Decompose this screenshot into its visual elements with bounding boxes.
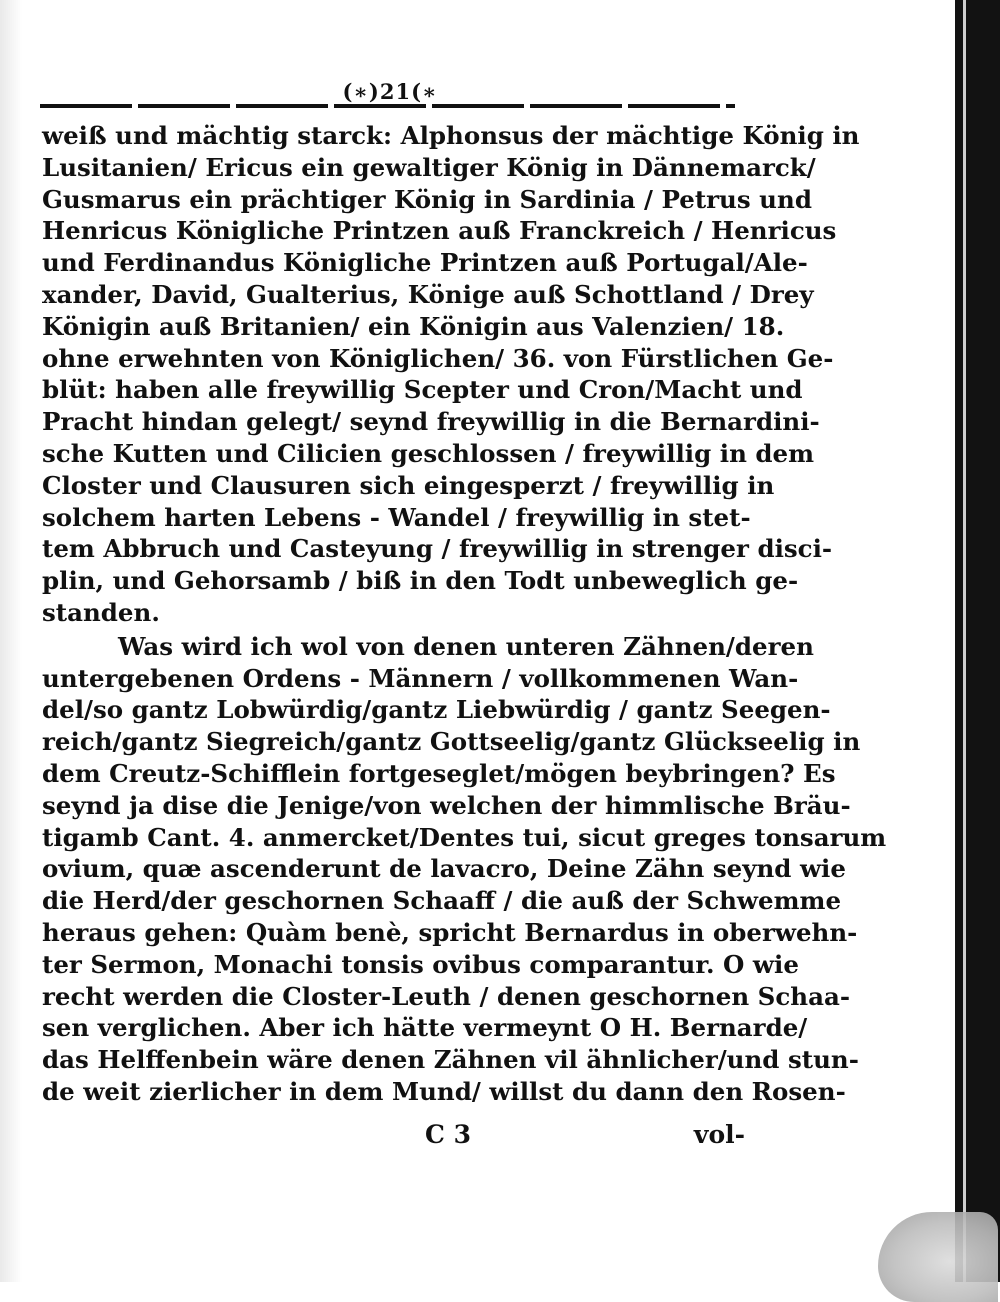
text-line: ohne erwehnten von Königlichen/ 36. von Fürstlichen Ge-	[42, 343, 834, 373]
text-line: Pracht hindan gelegt/ seynd freywillig in die Bernardini-	[42, 407, 820, 437]
page-number: (∗)21(∗	[342, 79, 438, 104]
text-line: standen.	[42, 598, 160, 627]
text-line: reich/gantz Siegreich/gantz Gottseelig/gantz Glückseelig in	[42, 727, 861, 757]
text-line: Gusmarus ein prächtiger König in Sardinia / Petrus und	[42, 184, 812, 214]
text-line: dem Creutz-Schifflein fortgeseglet/mögen beybringen? Es	[42, 759, 836, 788]
text-line: tem Abbruch und Casteyung / freywillig in strenger disci-	[42, 534, 833, 564]
text-line: de weit zierlicher in dem Mund/ willst du dann den Rosen-	[42, 1077, 846, 1106]
scan-right-edge	[955, 0, 1000, 1282]
thumb-shadow	[878, 1212, 998, 1302]
text-line: das Helffenbein wäre denen Zähnen vil ähnlicher/und stun-	[42, 1045, 859, 1075]
text-line: weiß und mächtig starck: Alphonsus der mächtige König in	[42, 121, 860, 150]
signature-mark: C 3	[425, 1120, 471, 1149]
text-line: recht werden die Closter-Leuth / denen geschornen Schaa-	[42, 981, 850, 1011]
text-line: Henricus Königliche Printzen auß Franckreich / Henricus	[42, 216, 837, 246]
text-line: Lusitanien/ Ericus ein gewaltiger König in Dännemarck/	[42, 152, 816, 182]
text-line: solchem harten Lebens - Wandel / freywillig in stet-	[42, 502, 751, 532]
text-line: plin, und Gehorsamb / biß in den Todt unbeweglich ge-	[42, 566, 799, 596]
text-line: del/so gantz Lobwürdig/gantz Liebwürdig / gantz Seegen-	[42, 695, 831, 725]
text-line: blüt: haben alle freywillig Scepter und Cron/Macht und	[42, 375, 803, 405]
text-line: ovium, quæ ascenderunt de lavacro, Deine Zähn seynd wie	[42, 854, 846, 884]
text-line: Closter und Clausuren sich eingesperzt / freywillig in	[42, 470, 775, 500]
text-line: sche Kutten und Cilicien geschlossen / freywillig in dem	[42, 439, 815, 468]
text-line: heraus gehen: Quàm benè, spricht Bernardus in oberwehn-	[42, 918, 858, 947]
text-line: sen verglichen. Aber ich hätte vermeynt O H. Bernarde/	[42, 1013, 808, 1043]
text-line: ter Sermon, Monachi tonsis ovibus comparantur. O wie	[42, 949, 799, 979]
text-line: untergebenen Ordens - Männern / vollkommenen Wan-	[42, 663, 799, 693]
text-line: Königin auß Britanien/ ein Königin aus Valenzien/ 18.	[42, 311, 785, 341]
catchword: vol-	[693, 1120, 745, 1149]
text-line: seynd ja dise die Jenige/von welchen der himmlische Bräu-	[42, 790, 851, 820]
text-line: die Herd/der geschornen Schaaff / die auß der Schwemme	[42, 886, 842, 916]
text-line: Was wird ich wol von denen unteren Zähnen/deren	[118, 631, 814, 661]
text-line: tigamb Cant. 4. anmercket/Dentes tui, sicut greges tonsarum	[42, 822, 887, 852]
header-rule	[40, 104, 735, 108]
text-line: xander, David, Gualterius, Könige auß Schottland / Drey	[42, 280, 814, 309]
text-line: und Ferdinandus Königliche Printzen auß Portugal/Ale-	[42, 248, 808, 278]
